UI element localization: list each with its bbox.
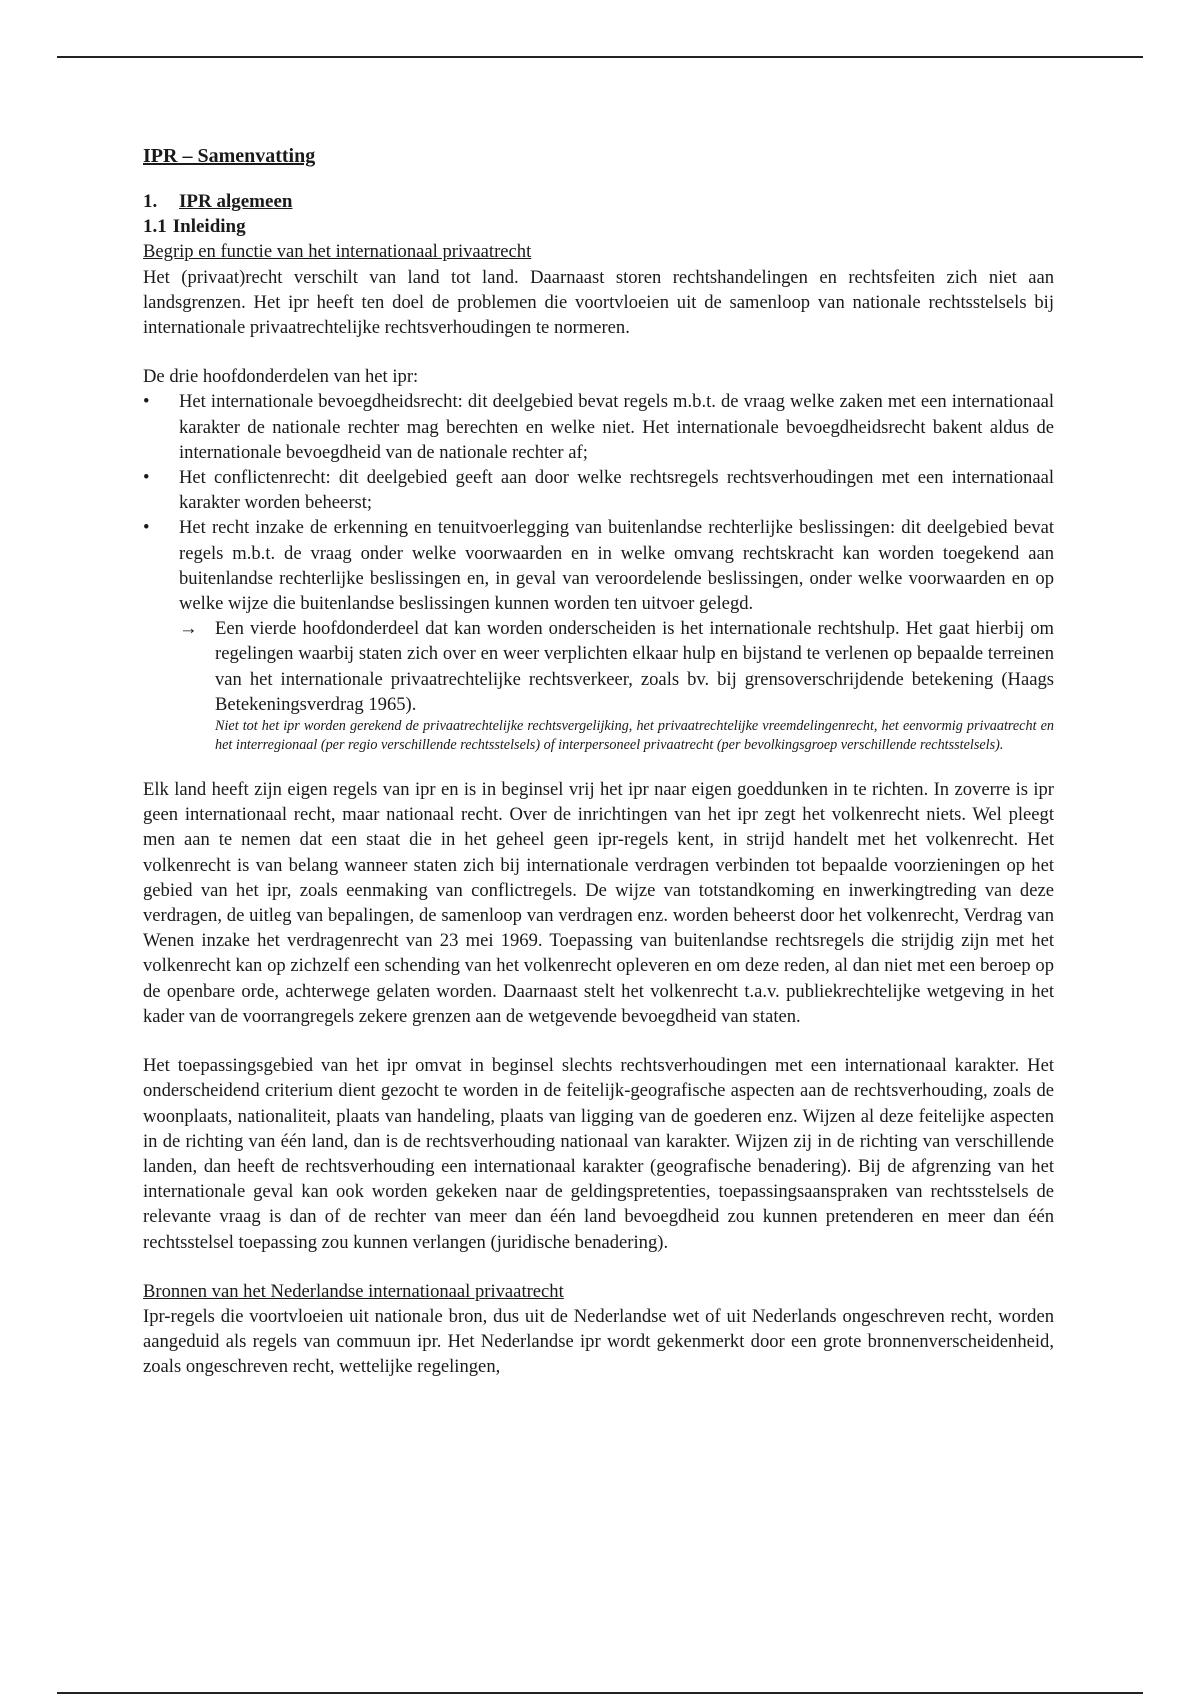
- section-number: 1.: [143, 191, 158, 212]
- subheading-bronnen: Bronnen van het Nederlandse internationaal privaatrecht: [143, 1280, 564, 1302]
- hoofdonderdelen-list: [143, 389, 1054, 616]
- document-title: IPR – Samenvatting: [143, 145, 316, 167]
- paragraph-bronnen: Ipr-regels die voortvloeien uit nationale bron, dus uit de Nederlandse wet of uit Nederlands ongeschreven recht, worden aangeduid als regels van commuun ipr. Het Nederlandse ipr wordt gekenmerkt door een grote bronnenverscheidenheid, zoals ongeschreven recht, wettelijke regelingen,: [143, 1305, 1054, 1378]
- subsection-number: 1.1: [143, 216, 167, 238]
- section-title: IPR algemeen: [179, 191, 293, 212]
- list-item-text: Het recht inzake de erkenning en tenuitvoerlegging van buitenlandse rechterlijke beslissingen: dit deelgebied bevat regels m.b.t. de vraag onder welke voorwaarden en in welke omvang rechtskracht kan worden toegekend aan buitenlandse rechterlijke beslissingen en, in geval van veroordelende beslissingen, onder welke voorwaarden en op welke wijze die buitenlandse beslissingen kunnen worden ten uitvoer gelegd.: [179, 517, 1054, 615]
- footer-rule: [57, 1692, 1143, 1694]
- bullet-icon: •: [143, 517, 150, 539]
- bullet-icon: •: [143, 391, 150, 413]
- bullet-icon: •: [143, 467, 150, 489]
- list-item: [143, 515, 1054, 616]
- subsection-heading: [143, 214, 1054, 239]
- subheading-begrip: Begrip en functie van het internationaal privaatrecht: [143, 241, 532, 263]
- paragraph-toepassingsgebied: Het toepassingsgebied van het ipr omvat in beginsel slechts rechtsverhoudingen met een internationaal karakter. Het onderscheidend criterium dient gezocht te worden in de feitelijk-geografische aspecten aan de rechtsverhouding, zoals de woonplaats, nationaliteit, plaats van handeling, plaats van ligging van de goederen enz. Wijzen al deze feitelijke aspecten in de richting van één land, dan is de rechtsverhouding nationaal van karakter. Wijzen zij in de richting van verschillende landen, dan heeft de rechtsverhouding een internationaal karakter (geografische benadering). Bij de afgrenzing van het internationale geval kan ook worden gekeken naar de geldingspretenties, toepassingsaanspraken van rechtsstelsels de relevante vraag is dan of de rechter van meer dan één land bevoegdheid zou kunnen pretenderen en meer dan één rechtsstelsel toepassing zou kunnen verlangen (juridische benadering).: [143, 1055, 1054, 1253]
- list-item-text: Het conflictenrecht: dit deelgebied geeft aan door welke rechtsregels rechtsverhoudingen met een internationaal karakter worden beheerst;: [179, 467, 1054, 514]
- section-heading: [143, 189, 1054, 214]
- header-rule: [57, 56, 1143, 58]
- list-item: [143, 389, 1054, 465]
- list-intro: De drie hoofdonderdelen van het ipr:: [143, 366, 419, 388]
- italic-note: Niet tot het ipr worden gerekend de privaatrechtelijke rechtsvergelijking, het privaatrechtelijke vreemdelingenrecht, het eenvormig privaatrecht en het interregionaal (per regio verschillende rechtsstelsels) of interpersoneel privaatrecht (per bevolkingsgroep verschillende rechtsstelsels).: [215, 718, 1054, 754]
- list-item-text: Het internationale bevoegdheidsrecht: dit deelgebied bevat regels m.b.t. de vraag welke zaken met een internationaal karakter de nationale rechter mag berechten en welke niet. Het internationale bevoegdheidsrecht bakent aldus de internationale bevoegdheid van de nationale rechter af;: [179, 391, 1054, 463]
- paragraph-volkenrecht: Elk land heeft zijn eigen regels van ipr en is in beginsel vrij het ipr naar eigen goeddunken in te richten. In zoverre is ipr geen internationaal recht, maar nationaal recht. Over de inrichtingen van het ipr zegt het volkenrecht niets. Wel pleegt men aan te nemen dat een staat die in het geheel geen ipr-regels kent, in strijd handelt met het volkenrecht. Het volkenrecht is van belang wanneer staten zich bij internationale verdragen verbinden tot bepaalde voorzieningen op het gebied van het ipr, zoals eenmaking van conflictregels. De wijze van totstandkoming en inwerkingtreding van deze verdragen, de uitleg van bepalingen, de samenloop van verdragen enz. worden beheerst door het volkenrecht, Verdrag van Wenen inzake het verdragenrecht van 23 mei 1969. Toepassing van buitenlandse rechtsregels die strijdig zijn met het volkenrecht kan op zichzelf een schending van het volkenrecht opleveren en om deze reden, al dan niet met een beroep op de openbare orde, achterwege gelaten worden. Daarnaast stelt het volkenrecht t.a.v. publiekrechtelijke wetgeving in het kader van de voorrangregels zekere grenzen aan de wetgevende bevoegdheid van staten.: [143, 779, 1054, 1027]
- document-body: [143, 142, 1054, 1380]
- paragraph-intro: Het (privaat)recht verschilt van land tot land. Daarnaast storen rechtshandelingen en rechtsfeiten zich niet aan landsgrenzen. Het ipr heeft ten doel de problemen die voortvloeien uit de samenloop van nationale rechtsstelsels bij internationale privaatrechtelijke rechtsverhoudingen te normeren.: [143, 266, 1054, 339]
- arrow-item-text: Een vierde hoofdonderdeel dat kan worden onderscheiden is het internationale rechtshulp. Het gaat hierbij om regelingen waarbij staten zich over en weer verplichten elkaar hulp en bijstand te verlenen op bepaalde terreinen van het internationale privaatrechtelijke rechtsverkeer, zoals bv. bij grensoverschrijdende betekening (Haags Betekeningsverdrag 1965).: [215, 618, 1054, 715]
- subsection-title: Inleiding: [172, 216, 246, 238]
- arrow-item: [143, 616, 1054, 717]
- list-item: [143, 465, 1054, 515]
- arrow-right-icon: →: [179, 618, 198, 640]
